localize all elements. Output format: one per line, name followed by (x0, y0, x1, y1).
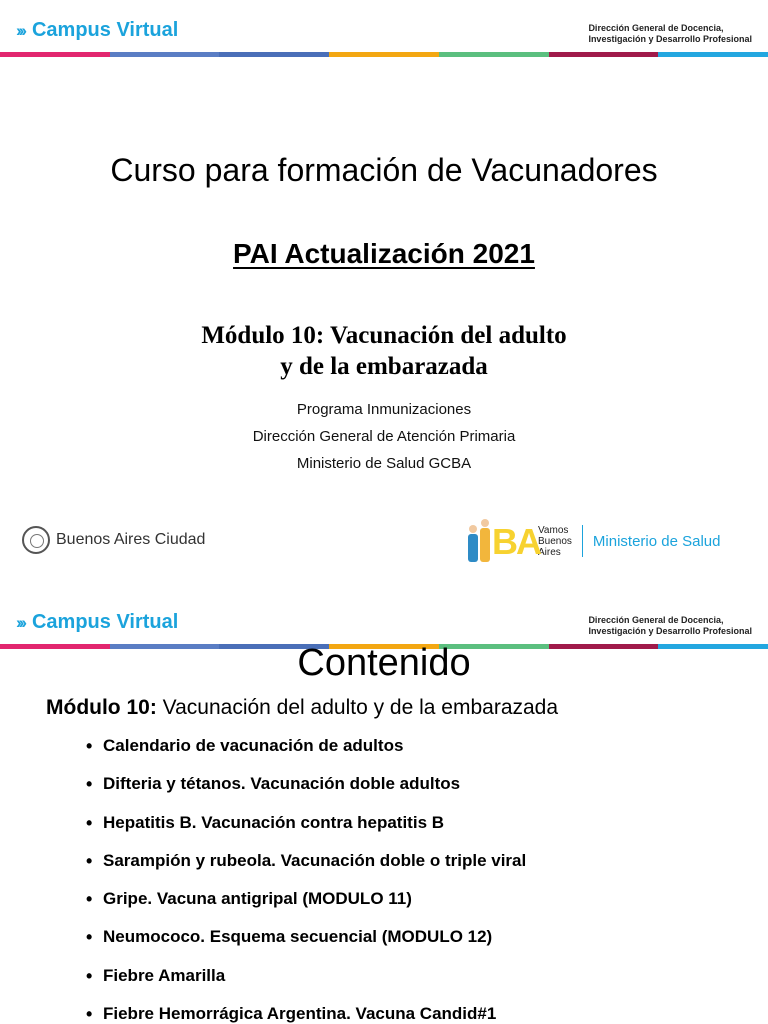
color-segment (658, 52, 768, 57)
list-item-text: Sarampión y rubeola. Vacunación doble o triple viral (103, 850, 527, 870)
campus-virtual-logo (16, 20, 178, 40)
bullet-icon: • (86, 774, 93, 795)
subtitle-text: PAI Actualización 2021 (233, 238, 535, 269)
color-segment (439, 52, 549, 57)
list-item-text: Calendario de vacunación de adultos (103, 736, 404, 755)
vamos-line: Vamos (538, 524, 569, 536)
bullet-icon: • (86, 850, 93, 871)
figure-body (468, 534, 478, 562)
module-label: Módulo 10: (46, 696, 157, 719)
vamos-line: Aires (538, 546, 561, 558)
list-item (86, 736, 526, 774)
list-item (86, 813, 526, 851)
color-segment (549, 52, 659, 57)
chevrons-icon: ››› (16, 20, 24, 40)
city-seal-icon (22, 526, 50, 554)
org-line-1: Dirección General de Docencia, (588, 615, 724, 625)
module-title-line-2: y de la embarazada (280, 353, 488, 380)
module-title (0, 320, 768, 382)
bullet-icon: • (86, 927, 93, 948)
module-title-line-1: Módulo 10: Vacunación del adulto (201, 322, 567, 349)
list-item (86, 1004, 526, 1024)
org-name (588, 615, 752, 637)
list-item (86, 851, 526, 889)
color-bar (0, 52, 768, 57)
list-item (86, 927, 526, 965)
figure-head (481, 519, 489, 527)
list-item-text: Gripe. Vacuna antigripal (MODULO 11) (103, 889, 412, 909)
module-heading (46, 696, 558, 720)
vamos-buenos-aires-logo (464, 520, 721, 562)
logo-label: Buenos Aires Ciudad (56, 531, 206, 548)
list-item (86, 774, 526, 812)
color-segment (219, 52, 329, 57)
module-text: Vacunación del adulto y de la embarazada (156, 696, 559, 719)
list-item-text: Fiebre Hemorrágica Argentina. Vacuna Candid#1 (103, 1004, 497, 1024)
contents-heading: Contenido (297, 642, 471, 684)
org-line-2: Investigación y Desarrollo Profesional (588, 626, 752, 636)
topics-list (86, 736, 526, 1024)
figure-body (480, 528, 490, 562)
brand-name: Campus Virtual (31, 19, 179, 41)
color-segment (329, 52, 439, 57)
contents-slide (0, 592, 768, 1024)
list-item-text: Neumococo. Esquema secuencial (MODULO 12) (103, 927, 493, 947)
credits (0, 396, 768, 477)
buenos-aires-ciudad-logo (22, 526, 205, 554)
ministerio-salud-label: Ministerio de Salud (592, 532, 721, 550)
bullet-icon: • (86, 812, 93, 833)
org-line-1: Dirección General de Docencia, (588, 23, 724, 33)
list-item-text: Difteria y tétanos. Vacunación doble adultos (103, 774, 461, 794)
chevrons-icon: ››› (16, 612, 24, 632)
campus-virtual-logo (16, 612, 178, 632)
bullet-icon: • (86, 1004, 93, 1024)
bullet-icon: • (86, 736, 93, 756)
brand-name: Campus Virtual (31, 611, 179, 633)
course-title: Curso para formación de Vacunadores (110, 152, 658, 188)
bullet-icon: • (86, 965, 93, 986)
credit-line: Ministerio de Salud GCBA (296, 455, 472, 472)
course-subtitle (0, 238, 768, 270)
org-name (588, 23, 752, 45)
figure-head (469, 525, 477, 533)
list-item (86, 966, 526, 1004)
credit-line: Dirección General de Atención Primaria (252, 428, 516, 445)
color-segment (0, 52, 110, 57)
slide-header (0, 592, 768, 644)
org-line-2: Investigación y Desarrollo Profesional (588, 34, 752, 44)
list-item-text: Hepatitis B. Vacunación contra hepatitis B (103, 812, 445, 832)
credit-line: Programa Inmunizaciones (296, 401, 472, 418)
color-segment (110, 52, 220, 57)
list-item-text: Fiebre Amarilla (103, 965, 226, 985)
logo-divider (582, 525, 583, 557)
ba-letters: BA (492, 521, 540, 562)
people-figures-icon (464, 520, 544, 562)
slide-header (0, 0, 768, 52)
bullet-icon: • (86, 889, 93, 910)
list-item (86, 889, 526, 927)
vamos-line: Buenos (538, 535, 572, 547)
